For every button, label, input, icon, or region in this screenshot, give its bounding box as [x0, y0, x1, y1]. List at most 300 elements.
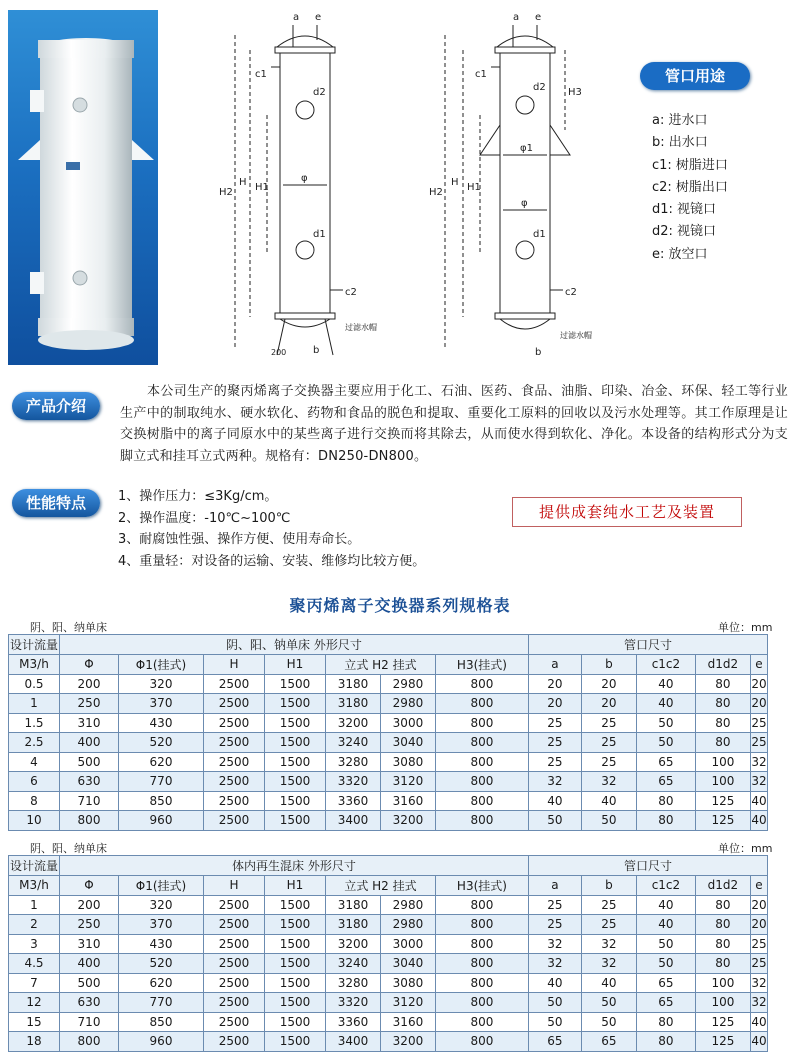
table-cell: 710: [60, 791, 119, 811]
table-cell: 1500: [265, 1032, 326, 1052]
table-cell: 200: [60, 895, 119, 915]
table-cell: 40: [581, 973, 636, 993]
table-cell: 40: [750, 791, 767, 811]
table-cell: 430: [119, 934, 204, 954]
table-cell: 630: [60, 993, 119, 1013]
table-cell: 3160: [380, 791, 435, 811]
table-cell: 25: [750, 713, 767, 733]
right-label-c2: c2: [565, 287, 577, 298]
table-cell: 3120: [380, 772, 435, 792]
table-cell: 32: [581, 934, 636, 954]
table-cell: 520: [119, 733, 204, 753]
table-row: [9, 674, 768, 694]
flow-header: 设计流量: [9, 635, 60, 655]
table-cell: 2500: [204, 915, 265, 935]
table-cell: 960: [119, 1032, 204, 1052]
table-cell: 2: [9, 915, 60, 935]
left-label-H1: H1: [255, 182, 269, 193]
table-cell: 25: [528, 752, 581, 772]
feature-item: 4、重量轻：对设备的运输、安装、维修均比较方便。: [118, 553, 426, 569]
table-cell: 50: [528, 811, 581, 831]
table-cell: 800: [435, 915, 528, 935]
table-cell: 3320: [326, 993, 381, 1013]
table-cell: 100: [695, 772, 750, 792]
table-cell: 12: [9, 993, 60, 1013]
feature-item: 3、耐腐蚀性强、操作方便、使用寿命长。: [118, 532, 361, 548]
table-cell: 3240: [326, 733, 381, 753]
col-header: e: [750, 655, 767, 675]
right-label-a: a: [513, 12, 520, 23]
table-row: [9, 772, 768, 792]
table-cell: 1500: [265, 713, 326, 733]
table-cell: 3: [9, 934, 60, 954]
table-cell: 800: [435, 993, 528, 1013]
table-cell: 4: [9, 752, 60, 772]
flow-unit-header: M3/h: [9, 876, 60, 896]
table-cell: 800: [60, 811, 119, 831]
table-cell: 40: [581, 791, 636, 811]
table-cell: 0.5: [9, 674, 60, 694]
right-label-H1: H1: [467, 182, 481, 193]
col-header: d1d2: [695, 876, 750, 896]
table-cell: 2500: [204, 895, 265, 915]
ports-group-header: 管口尺寸: [528, 856, 767, 876]
table-cell: 200: [60, 674, 119, 694]
table-cell: 320: [119, 674, 204, 694]
table-cell: 320: [119, 895, 204, 915]
table-cell: 6: [9, 772, 60, 792]
table-cell: 1500: [265, 811, 326, 831]
table-row: [9, 1012, 768, 1032]
left-label-d2: d2: [313, 87, 326, 98]
table-cell: 1: [9, 694, 60, 714]
table-cell: 7: [9, 973, 60, 993]
table-cell: 3360: [326, 1012, 381, 1032]
table-row: [9, 954, 768, 974]
table-cell: 50: [581, 811, 636, 831]
table-cell: 800: [435, 713, 528, 733]
right-label-filter: 过滤水帽: [560, 331, 592, 340]
table-cell: 2500: [204, 752, 265, 772]
table-cell: 32: [528, 934, 581, 954]
table-row: [9, 752, 768, 772]
table-cell: 2500: [204, 733, 265, 753]
table-cell: 80: [636, 1012, 695, 1032]
table-cell: 370: [119, 915, 204, 935]
table-cell: 65: [636, 772, 695, 792]
table-cell: 40: [636, 694, 695, 714]
table-cell: 80: [695, 895, 750, 915]
col-header: e: [750, 876, 767, 896]
table-cell: 3240: [326, 954, 381, 974]
table2-unit: 单位：mm: [718, 842, 773, 855]
table2-caption: 阴、阳、纳单床: [30, 842, 107, 855]
table-row: [9, 694, 768, 714]
table-cell: 40: [750, 811, 767, 831]
table-cell: 2500: [204, 993, 265, 1013]
left-label-H: H: [239, 177, 247, 188]
feature-item: 1、操作压力：≤3Kg/cm。: [118, 489, 278, 504]
col-header: H: [204, 876, 265, 896]
table-cell: 25: [581, 915, 636, 935]
table-cell: 800: [435, 1012, 528, 1032]
table-cell: 20: [581, 674, 636, 694]
table-row: [9, 811, 768, 831]
table-cell: 80: [636, 791, 695, 811]
table-cell: 250: [60, 915, 119, 935]
table-cell: 80: [695, 733, 750, 753]
table-cell: 3040: [380, 733, 435, 753]
col-header: d1d2: [695, 655, 750, 675]
table-cell: 2500: [204, 791, 265, 811]
col-header: H: [204, 655, 265, 675]
table-cell: 2500: [204, 694, 265, 714]
col-header: b: [581, 655, 636, 675]
table-cell: 65: [636, 752, 695, 772]
table-cell: 2980: [380, 915, 435, 935]
table-cell: 800: [435, 1032, 528, 1052]
intro-badge: 产品介绍: [12, 392, 100, 420]
table-cell: 40: [528, 973, 581, 993]
left-label-c1: c1: [255, 69, 267, 80]
table-cell: 10: [9, 811, 60, 831]
legend-item: e: 放空口: [652, 246, 708, 262]
table-cell: 65: [636, 973, 695, 993]
table-cell: 770: [119, 993, 204, 1013]
table-cell: 1500: [265, 674, 326, 694]
right-drawing: [445, 25, 570, 350]
table-cell: 20: [750, 694, 767, 714]
table-cell: 850: [119, 1012, 204, 1032]
table-cell: 80: [695, 934, 750, 954]
table-cell: 32: [750, 993, 767, 1013]
table-cell: 3400: [326, 811, 381, 831]
table1-unit: 单位：mm: [718, 621, 773, 634]
table-cell: 250: [60, 694, 119, 714]
table-row: [9, 1032, 768, 1052]
table-cell: 125: [695, 1032, 750, 1052]
right-label-c1: c1: [475, 69, 487, 80]
table-cell: 80: [695, 713, 750, 733]
table-cell: 80: [695, 954, 750, 974]
table-cell: 3000: [380, 713, 435, 733]
table-cell: 850: [119, 791, 204, 811]
table-cell: 40: [528, 791, 581, 811]
dims-group-header: 体内再生混床 外形尺寸: [60, 856, 529, 876]
table-cell: 32: [528, 772, 581, 792]
table-cell: 100: [695, 973, 750, 993]
right-label-H: H: [451, 177, 459, 188]
table-cell: 3180: [326, 674, 381, 694]
table-cell: 50: [636, 733, 695, 753]
table-cell: 1.5: [9, 713, 60, 733]
table-cell: 1: [9, 895, 60, 915]
table-cell: 100: [695, 752, 750, 772]
table-row: [9, 791, 768, 811]
table-cell: 800: [435, 811, 528, 831]
table-cell: 1500: [265, 895, 326, 915]
table-cell: 15: [9, 1012, 60, 1032]
table-cell: 710: [60, 1012, 119, 1032]
col-header: Φ1(挂式): [119, 655, 204, 675]
table-cell: 50: [581, 1012, 636, 1032]
table-cell: 2500: [204, 934, 265, 954]
table-cell: 40: [750, 1032, 767, 1052]
table-cell: 3160: [380, 1012, 435, 1032]
spec-table-1: [8, 634, 768, 831]
spec-table-2-body: [9, 895, 768, 1051]
table-cell: 40: [636, 674, 695, 694]
table-cell: 3200: [380, 811, 435, 831]
table-cell: 3040: [380, 954, 435, 974]
table-cell: 50: [581, 993, 636, 1013]
table-row: [9, 895, 768, 915]
col-header: c1c2: [636, 655, 695, 675]
table-cell: 500: [60, 752, 119, 772]
table-cell: 500: [60, 973, 119, 993]
table-cell: 8: [9, 791, 60, 811]
table-cell: 32: [750, 752, 767, 772]
col-header: H3(挂式): [435, 876, 528, 896]
legend-item: c1: 树脂进口: [652, 157, 728, 173]
left-label-c2: c2: [345, 287, 357, 298]
table-cell: 400: [60, 954, 119, 974]
table-row: [9, 973, 768, 993]
table-cell: 1500: [265, 954, 326, 974]
table-cell: 620: [119, 752, 204, 772]
table-cell: 40: [636, 915, 695, 935]
col-header: H1: [265, 876, 326, 896]
left-label-H2: H2: [219, 187, 233, 198]
table-cell: 80: [636, 811, 695, 831]
legend-item: d2: 视镜口: [652, 224, 717, 240]
table-cell: 3180: [326, 915, 381, 935]
table-cell: 3080: [380, 752, 435, 772]
col-header: b: [581, 876, 636, 896]
table-cell: 3000: [380, 934, 435, 954]
table-cell: 65: [636, 993, 695, 1013]
table-cell: 25: [750, 733, 767, 753]
table-cell: 800: [435, 733, 528, 753]
table-cell: 3180: [326, 694, 381, 714]
right-label-d2: d2: [533, 82, 546, 93]
table-cell: 2500: [204, 1032, 265, 1052]
table-cell: 2500: [204, 674, 265, 694]
promo-box: 提供成套纯水工艺及装置: [512, 497, 742, 527]
col-header: H1: [265, 655, 326, 675]
table-cell: 18: [9, 1032, 60, 1052]
table-cell: 80: [695, 915, 750, 935]
table-cell: 800: [435, 694, 528, 714]
table-cell: 50: [636, 934, 695, 954]
legend-item: a: 进水口: [652, 113, 708, 128]
table-cell: 25: [581, 895, 636, 915]
right-label-d1: d1: [533, 229, 546, 240]
table-cell: 3200: [380, 1032, 435, 1052]
table-cell: 1500: [265, 993, 326, 1013]
table-cell: 1500: [265, 791, 326, 811]
flow-unit-header: M3/h: [9, 655, 60, 675]
table-cell: 400: [60, 733, 119, 753]
table-cell: 1500: [265, 915, 326, 935]
table-cell: 2500: [204, 1012, 265, 1032]
col-header: a: [528, 876, 581, 896]
table-cell: 800: [435, 895, 528, 915]
col-header: Φ: [60, 876, 119, 896]
table-cell: 800: [435, 772, 528, 792]
table-cell: 65: [528, 1032, 581, 1052]
table-cell: 20: [581, 694, 636, 714]
table-cell: 2980: [380, 895, 435, 915]
table-cell: 800: [435, 791, 528, 811]
table-cell: 32: [750, 772, 767, 792]
table-cell: 2500: [204, 772, 265, 792]
technical-drawings: [175, 5, 615, 365]
left-label-e: e: [315, 12, 322, 23]
table-cell: 3280: [326, 752, 381, 772]
left-label-a: a: [293, 12, 300, 23]
col-header: a: [528, 655, 581, 675]
table-cell: 32: [750, 973, 767, 993]
right-label-phi1: φ1: [520, 143, 533, 154]
table-cell: 3080: [380, 973, 435, 993]
table-cell: 1500: [265, 694, 326, 714]
table-row: [9, 993, 768, 1013]
table-cell: 65: [581, 1032, 636, 1052]
table-cell: 20: [750, 915, 767, 935]
table-row: [9, 713, 768, 733]
table-cell: 800: [435, 752, 528, 772]
table-cell: 310: [60, 713, 119, 733]
right-label-phi: φ: [521, 198, 528, 209]
left-label-filter: 过滤水帽: [345, 323, 377, 332]
table-cell: 620: [119, 973, 204, 993]
table-row: [9, 934, 768, 954]
table-cell: 2500: [204, 713, 265, 733]
ports-group-header: 管口尺寸: [528, 635, 767, 655]
table-cell: 2.5: [9, 733, 60, 753]
col-header: Φ: [60, 655, 119, 675]
features-list: [118, 486, 518, 572]
table-cell: 370: [119, 694, 204, 714]
table-cell: 25: [528, 895, 581, 915]
table-row: [9, 733, 768, 753]
table-cell: 40: [750, 1012, 767, 1032]
table-cell: 3360: [326, 791, 381, 811]
table-cell: 770: [119, 772, 204, 792]
table-cell: 800: [435, 973, 528, 993]
table-cell: 25: [581, 713, 636, 733]
table-cell: 800: [435, 934, 528, 954]
table-cell: 800: [60, 1032, 119, 1052]
spec-table-1-body: [9, 674, 768, 830]
left-drawing: [235, 25, 343, 355]
col-header: 立式 H2 挂式: [326, 655, 436, 675]
left-label-200: 200: [271, 348, 287, 357]
table-cell: 25: [750, 934, 767, 954]
table-cell: 32: [528, 954, 581, 974]
left-label-d1: d1: [313, 229, 326, 240]
table-cell: 2980: [380, 674, 435, 694]
table-cell: 520: [119, 954, 204, 974]
table-cell: 2980: [380, 694, 435, 714]
left-label-phi: φ: [301, 173, 308, 184]
table-cell: 1500: [265, 934, 326, 954]
features-badge: 性能特点: [12, 489, 100, 517]
table-cell: 20: [750, 895, 767, 915]
table-title: 聚丙烯离子交换器系列规格表: [289, 596, 511, 615]
table-cell: 80: [636, 1032, 695, 1052]
table-cell: 800: [435, 954, 528, 974]
table-cell: 20: [528, 674, 581, 694]
right-label-b: b: [535, 347, 542, 358]
table-cell: 50: [528, 1012, 581, 1032]
table-cell: 32: [581, 772, 636, 792]
table-cell: 430: [119, 713, 204, 733]
product-photo: [8, 10, 158, 365]
col-header: c1c2: [636, 876, 695, 896]
table-cell: 50: [528, 993, 581, 1013]
table-cell: 50: [636, 954, 695, 974]
feature-item: 2、操作温度：-10℃~100℃: [118, 510, 291, 526]
col-header: Φ1(挂式): [119, 876, 204, 896]
table-cell: 1500: [265, 752, 326, 772]
table-cell: 20: [528, 694, 581, 714]
table-cell: 1500: [265, 973, 326, 993]
table-cell: 25: [528, 713, 581, 733]
table-cell: 310: [60, 934, 119, 954]
table-cell: 80: [695, 694, 750, 714]
table1-caption: 阴、阳、纳单床: [30, 621, 107, 634]
table-cell: 3400: [326, 1032, 381, 1052]
intro-text: 本公司生产的聚丙烯离子交换器主要应用于化工、石油、医药、食品、油脂、印染、冶金、环保、轻工等行业生产中的制取纯水、硬水软化、药物和食品的脱色和提取、重要化工原料的回收以及污水处理等。其工作原理是让交换树脂中的离子同原水中的某些离子进行交换而将其除去，从而使水得到软化、净化。本设备的结构形式分为支脚立式和挂耳立式两种。规格有：DN250-DN800。: [120, 384, 788, 464]
table-cell: 3280: [326, 973, 381, 993]
dims-group-header: 阴、阳、钠单床 外形尺寸: [60, 635, 529, 655]
legend-title: 管口用途: [640, 62, 750, 90]
table-cell: 3180: [326, 895, 381, 915]
flow-header: 设计流量: [9, 856, 60, 876]
table-cell: 1500: [265, 733, 326, 753]
right-label-e: e: [535, 12, 542, 23]
col-header: H3(挂式): [435, 655, 528, 675]
table-cell: 20: [750, 674, 767, 694]
table-cell: 1500: [265, 772, 326, 792]
table-cell: 1500: [265, 1012, 326, 1032]
legend-item: b: 出水口: [652, 135, 708, 151]
table-cell: 125: [695, 1012, 750, 1032]
right-label-H2: H2: [429, 187, 443, 198]
legend-list: [652, 110, 792, 266]
table-cell: 3200: [326, 934, 381, 954]
table-cell: 4.5: [9, 954, 60, 974]
table-cell: 2500: [204, 954, 265, 974]
table-cell: 2500: [204, 973, 265, 993]
right-label-H3: H3: [568, 87, 582, 98]
table-cell: 3200: [326, 713, 381, 733]
legend-item: c2: 树脂出口: [652, 179, 728, 195]
table-cell: 40: [636, 895, 695, 915]
table-cell: 25: [750, 954, 767, 974]
table-cell: 3120: [380, 993, 435, 1013]
table-cell: 50: [636, 713, 695, 733]
table-cell: 100: [695, 993, 750, 1013]
legend-item: d1: 视镜口: [652, 202, 717, 218]
table-cell: 25: [581, 733, 636, 753]
table-cell: 800: [435, 674, 528, 694]
table-cell: 630: [60, 772, 119, 792]
spec-table-2: [8, 855, 768, 1052]
table-row: [9, 915, 768, 935]
